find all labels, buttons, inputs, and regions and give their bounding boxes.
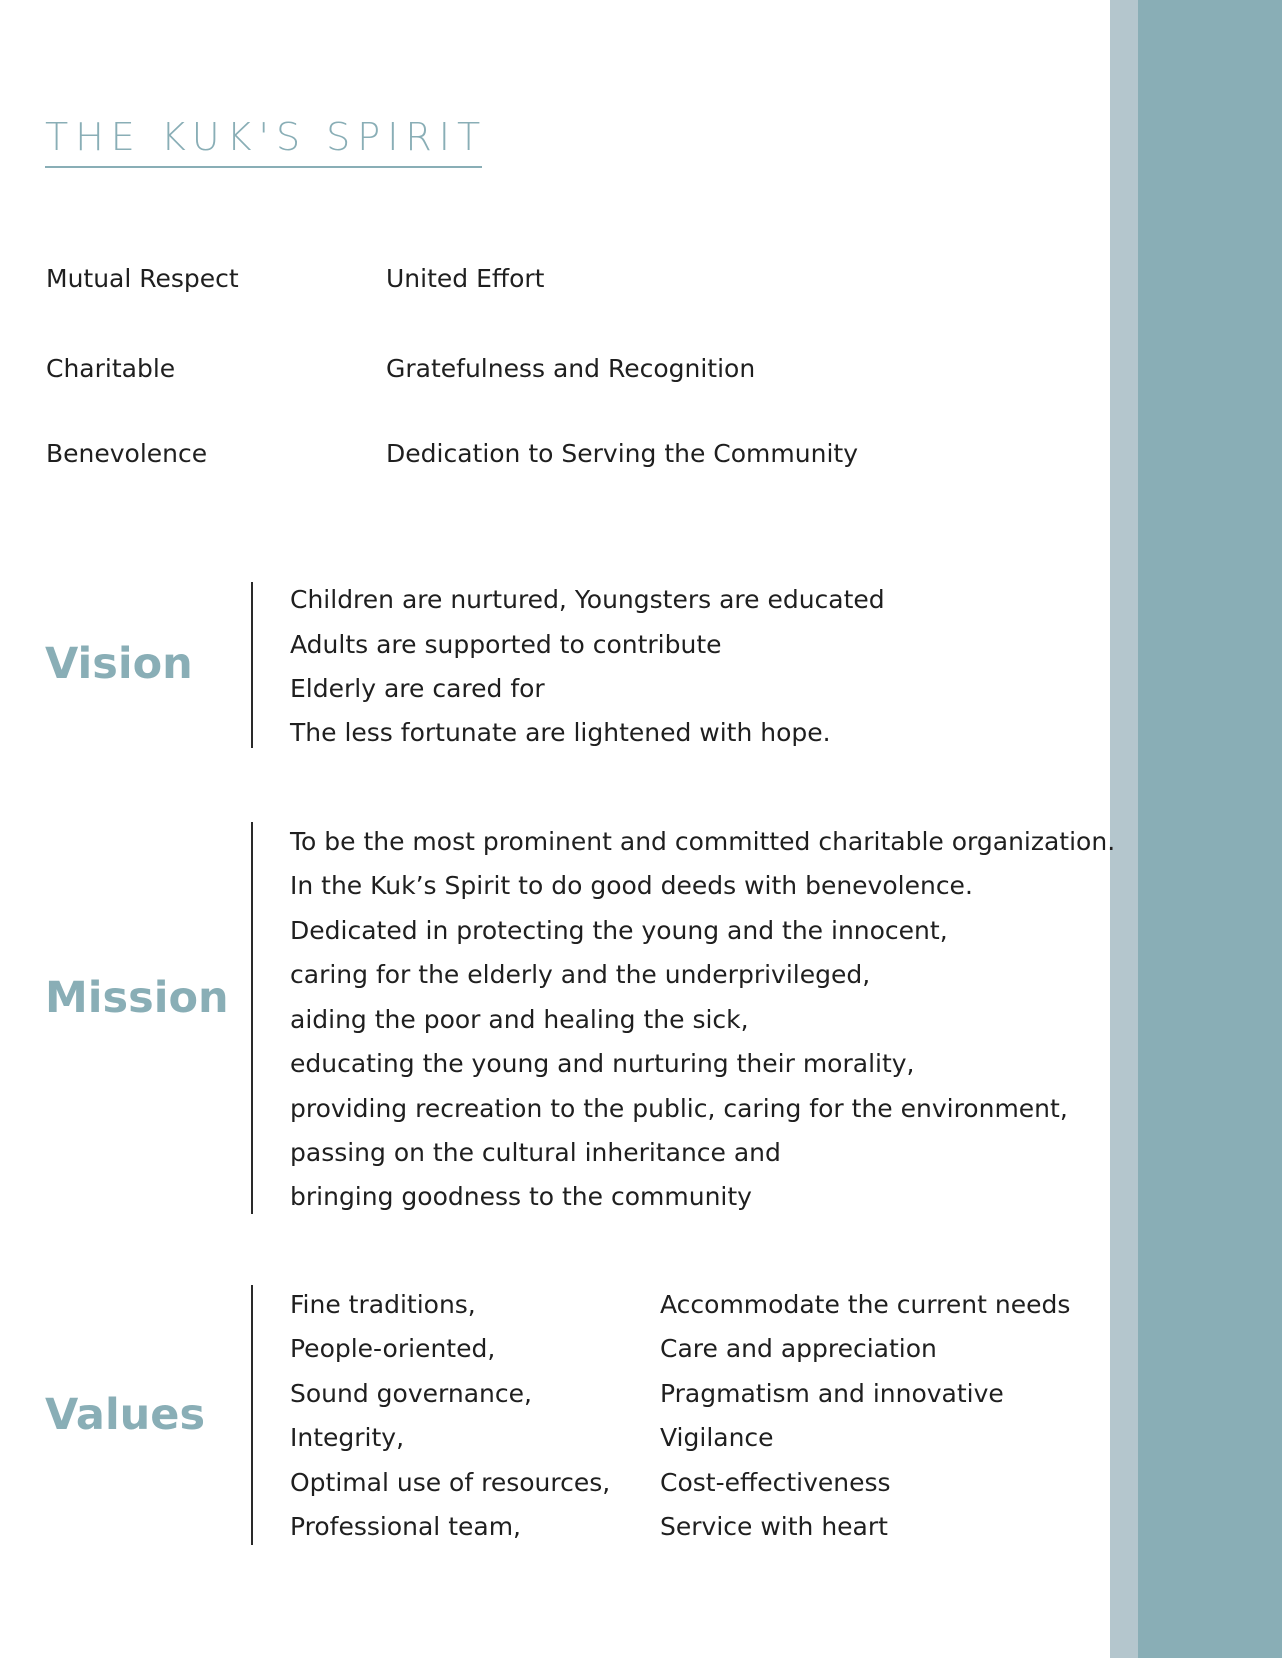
- values-item: Service with heart: [660, 1512, 888, 1541]
- values-item: Pragmatism and innovative: [660, 1379, 1004, 1408]
- values-item: Fine traditions,: [290, 1290, 476, 1319]
- values-item: Care and appreciation: [660, 1334, 937, 1363]
- mission-line: bringing goodness to the community: [290, 1182, 752, 1211]
- spirit-item: Dedication to Serving the Community: [386, 439, 858, 468]
- values-divider: [251, 1285, 253, 1545]
- side-band-dark: [1138, 0, 1282, 1658]
- mission-line: aiding the poor and healing the sick,: [290, 1005, 749, 1034]
- vision-divider: [251, 582, 253, 748]
- values-item: Professional team,: [290, 1512, 521, 1541]
- values-item: Accommodate the current needs: [660, 1290, 1071, 1319]
- page-title: THE KUK'S SPIRIT: [45, 115, 488, 159]
- vision-line: Adults are supported to contribute: [290, 630, 722, 659]
- mission-line: caring for the elderly and the underprivileged,: [290, 960, 871, 989]
- mission-line: passing on the cultural inheritance and: [290, 1138, 781, 1167]
- spirit-item: Mutual Respect: [46, 264, 239, 293]
- spirit-item: Gratefulness and Recognition: [386, 354, 756, 383]
- values-item: Optimal use of resources,: [290, 1468, 611, 1497]
- values-item: Sound governance,: [290, 1379, 532, 1408]
- spirit-item: Charitable: [46, 354, 176, 383]
- mission-line: In the Kuk’s Spirit to do good deeds with benevolence.: [290, 871, 973, 900]
- mission-line: educating the young and nurturing their morality,: [290, 1049, 915, 1078]
- mission-divider: [251, 822, 253, 1214]
- mission-line: Dedicated in protecting the young and the innocent,: [290, 916, 948, 945]
- vision-line: The less fortunate are lightened with hope.: [290, 718, 831, 747]
- values-item: People-oriented,: [290, 1334, 496, 1363]
- values-item: Cost-effectiveness: [660, 1468, 891, 1497]
- vision-line: Elderly are cared for: [290, 674, 545, 703]
- mission-line: To be the most prominent and committed charitable organization.: [290, 827, 1116, 856]
- values-label: Values: [45, 1390, 206, 1440]
- spirit-item: Benevolence: [46, 439, 208, 468]
- vision-label: Vision: [45, 639, 193, 689]
- mission-line: providing recreation to the public, caring for the environment,: [290, 1094, 1068, 1123]
- values-item: Integrity,: [290, 1423, 405, 1452]
- spirit-item: United Effort: [386, 264, 545, 293]
- title-underline: [45, 166, 482, 168]
- vision-line: Children are nurtured, Youngsters are educated: [290, 585, 885, 614]
- mission-label: Mission: [45, 973, 229, 1023]
- values-item: Vigilance: [660, 1423, 774, 1452]
